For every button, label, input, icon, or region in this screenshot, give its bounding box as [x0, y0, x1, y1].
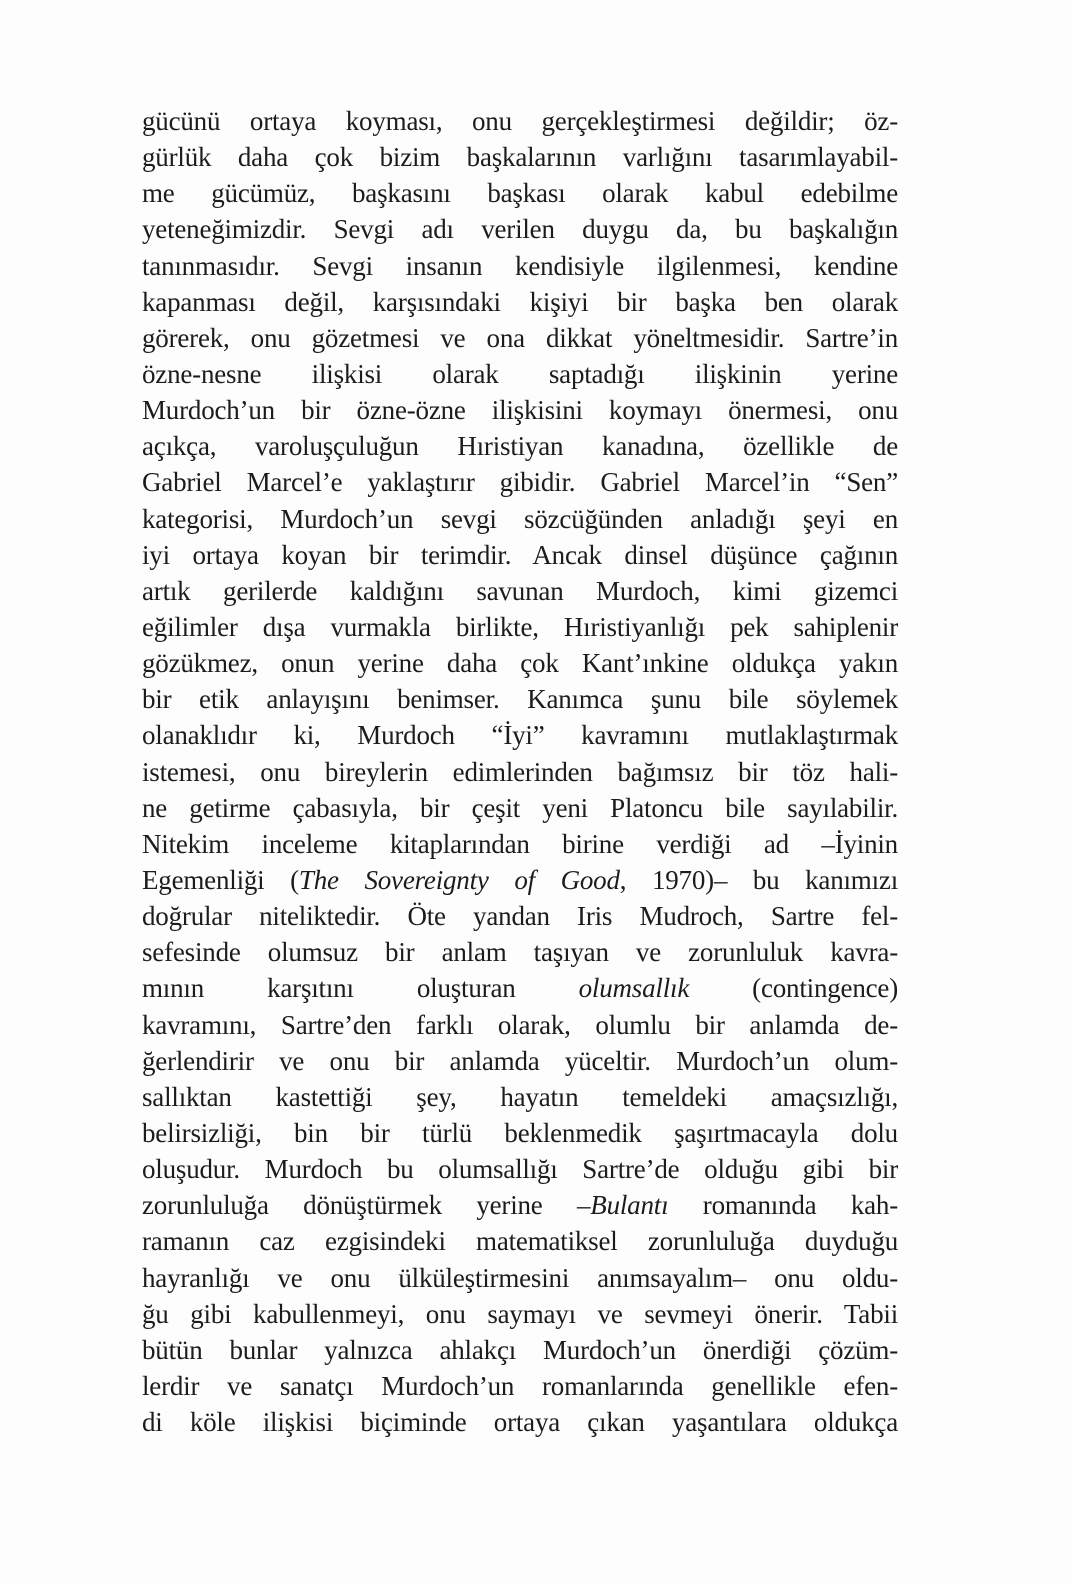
text-line	[142, 898, 898, 934]
text-segment: eğilimler dışa vurmakla birlikte, Hıristiyanlığı pek sahiplenir	[142, 611, 898, 642]
text-line	[142, 464, 898, 500]
text-segment: tanınmasıdır. Sevgi insanın kendisiyle ilgilenmesi, kendine	[142, 250, 898, 281]
text-line	[142, 1296, 898, 1332]
text-segment: kapanması değil, karşısındaki kişiyi bir başka ben olarak	[142, 286, 898, 317]
text-line	[142, 1187, 898, 1223]
text-line	[142, 139, 898, 175]
text-segment: açıkça, varoluşçuluğun Hıristiyan kanadına, özellikle de	[142, 431, 898, 462]
text-line	[142, 862, 898, 898]
text-line	[142, 573, 898, 609]
text-segment: iyi ortaya koyan bir terimdir. Ancak dinsel düşünce çağının	[142, 539, 898, 570]
text-segment: sefesinde olumsuz bir anlam taşıyan ve zorunluluk kavra-	[142, 937, 898, 968]
text-segment: gücünü ortaya koyması, onu gerçekleştirmesi değildir; öz-	[142, 106, 898, 136]
text-line	[142, 248, 898, 284]
italic-text-segment: Bulantı	[590, 1190, 669, 1221]
text-line	[142, 284, 898, 320]
text-line	[142, 1007, 898, 1043]
text-line	[142, 681, 898, 717]
text-line	[142, 428, 898, 464]
text-line	[142, 970, 898, 1006]
text-segment: bir etik anlayışını benimser. Kanımca şunu bile söylemek	[142, 684, 898, 715]
text-line	[142, 790, 898, 826]
text-line	[142, 826, 898, 862]
text-segment: olanaklıdır ki, Murdoch “İyi” kavramını mutlaklaştırmak	[142, 720, 898, 751]
text-line	[142, 320, 898, 356]
text-segment: zorunluluğa dönüştürmek yerine –	[142, 1190, 591, 1221]
text-segment: ne getirme çabasıyla, bir çeşit yeni Platoncu bile sayılabilir.	[142, 792, 898, 823]
text-segment: özne-nesne ilişkisi olarak saptadığı ilişkinin yerine	[142, 358, 898, 389]
text-line	[142, 103, 898, 139]
text-line	[142, 1332, 898, 1368]
text-line	[142, 175, 898, 211]
text-segment: lerdir ve sanatçı Murdoch’un romanlarında genellikle efen-	[142, 1370, 898, 1401]
text-segment: gürlük daha çok bizim başkalarının varlığını tasarımlayabil-	[142, 142, 898, 173]
text-segment: oluşudur. Murdoch bu olumsallığı Sartre’de olduğu gibi bir	[142, 1154, 898, 1185]
text-segment: Nitekim inceleme kitaplarından birine verdiği ad –İyinin	[142, 828, 898, 859]
text-line	[142, 1404, 898, 1440]
text-line	[142, 211, 898, 247]
text-line	[142, 1368, 898, 1404]
text-segment: (contingence)	[689, 973, 899, 1004]
text-line	[142, 1079, 898, 1115]
text-segment: artık gerilerde kaldığını savunan Murdoch, kimi gizemci	[142, 575, 898, 606]
text-segment: Egemenliği (	[142, 864, 299, 895]
text-segment: belirsizliği, bin bir türlü beklenmedik şaşırtmacayla dolu	[142, 1117, 898, 1148]
text-segment: yeteneğimizdir. Sevgi adı verilen duygu da, bu başkalığın	[142, 214, 898, 245]
page-text	[142, 103, 898, 1440]
text-segment: gözükmez, onun yerine daha çok Kant’ınkine oldukça yakın	[142, 648, 898, 679]
text-segment: istemesi, onu bireylerin edimlerinden bağımsız bir töz hali-	[142, 756, 898, 787]
text-segment: , 1970)– bu kanımızı	[619, 864, 898, 895]
text-segment: bütün bunlar yalnızca ahlakçı Murdoch’un önerdiği çözüm-	[142, 1334, 898, 1365]
text-segment: görerek, onu gözetmesi ve ona dikkat yöneltmesidir. Sartre’in	[142, 322, 898, 353]
text-segment: di köle ilişkisi biçiminde ortaya çıkan yaşantılara oldukça	[142, 1407, 898, 1438]
text-line	[142, 934, 898, 970]
text-line	[142, 1115, 898, 1151]
text-segment: mının karşıtını oluşturan	[142, 973, 579, 1004]
text-segment: me gücümüz, başkasını başkası olarak kabul edebilme	[142, 178, 898, 209]
italic-text-segment: The Sovereignty of Good	[298, 864, 620, 895]
text-segment: doğrular niteliktedir. Öte yandan Iris Mudroch, Sartre fel-	[142, 901, 898, 932]
italic-text-segment: olumsallık	[578, 973, 690, 1004]
text-line	[142, 645, 898, 681]
text-segment: Gabriel Marcel’e yaklaştırır gibidir. Gabriel Marcel’in “Sen”	[142, 467, 898, 498]
text-segment: sallıktan kastettiği şey, hayatın temeldeki amaçsızlığı,	[142, 1081, 898, 1112]
text-line	[142, 754, 898, 790]
text-segment: Murdoch’un bir özne-özne ilişkisini koymayı önermesi, onu	[142, 395, 898, 426]
text-segment: ramanın caz ezgisindeki matematiksel zorunluluğa duyduğu	[142, 1226, 898, 1257]
text-line	[142, 356, 898, 392]
text-line	[142, 609, 898, 645]
text-segment: kavramını, Sartre’den farklı olarak, olumlu bir anlamda de-	[142, 1009, 898, 1040]
text-line	[142, 392, 898, 428]
text-segment: ğerlendirir ve onu bir anlamda yüceltir. Murdoch’un olum-	[142, 1045, 898, 1076]
text-line	[142, 1223, 898, 1259]
text-line	[142, 1260, 898, 1296]
text-segment: romanında kah-	[668, 1190, 899, 1221]
text-line	[142, 501, 898, 537]
text-line	[142, 1151, 898, 1187]
text-segment: ğu gibi kabullenmeyi, onu saymayı ve sevmeyi önerir. Tabii	[142, 1298, 898, 1329]
text-segment: hayranlığı ve onu ülküleştirmesini anımsayalım– onu oldu-	[142, 1262, 898, 1293]
text-line	[142, 717, 898, 753]
text-line	[142, 1043, 898, 1079]
text-segment: kategorisi, Murdoch’un sevgi sözcüğünden anladığı şeyi en	[142, 503, 898, 534]
text-line	[142, 537, 898, 573]
